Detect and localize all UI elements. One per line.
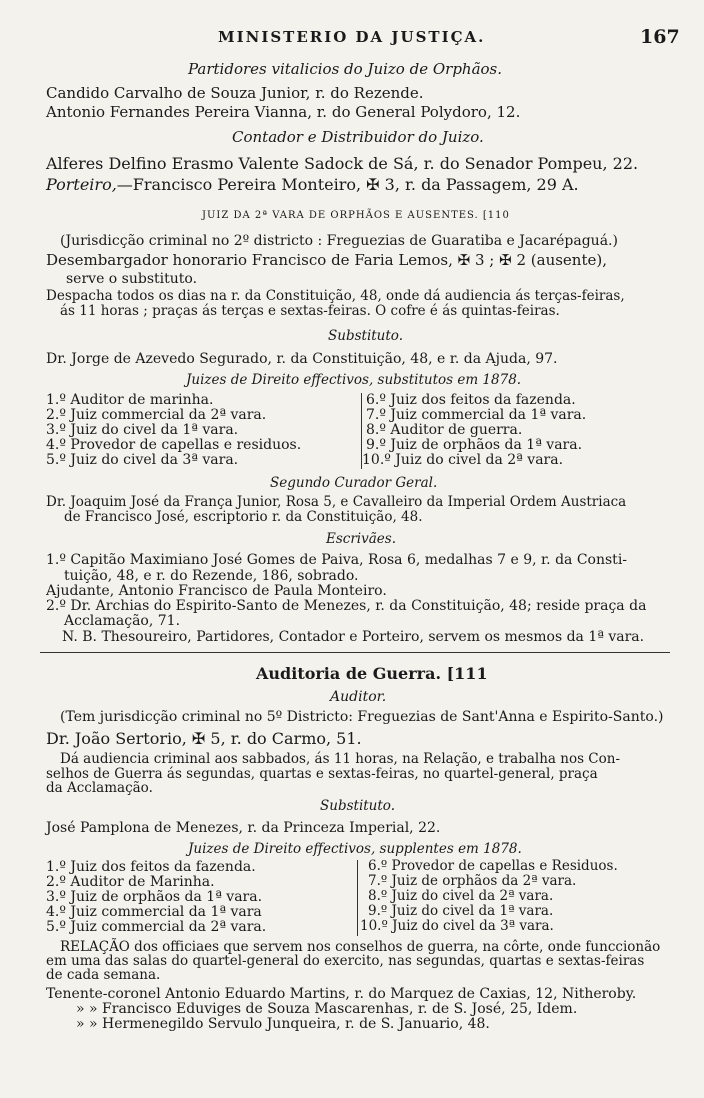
text-line: 2.º Dr. Archias do Espirito-Santo de Menezes, r. da Constituição, 48; reside praça da xyxy=(46,598,647,614)
section-heading-partidores: Partidores vitalicios do Juizo de Orphãos. xyxy=(188,60,503,78)
heading-substituto: Substituto. xyxy=(320,798,395,814)
text-line: 1.º Capitão Maximiano José Gomes de Paiva, Rosa 6, medalhas 7 e 9, r. da Consti- xyxy=(46,552,628,568)
text-line: Despacha todos os dias na r. da Constituição, 48, onde dá audiencia ás terças-feiras, xyxy=(46,288,625,304)
section-divider xyxy=(40,652,670,653)
list-item: 3.º Juiz do civel da 1ª vara. xyxy=(46,422,239,438)
heading-curador: Segundo Curador Geral. xyxy=(270,475,438,491)
porteiro-line xyxy=(46,177,579,193)
heading-escrivaes: Escrivães. xyxy=(326,531,396,547)
text-line: Dr. Joaquim José da França Junior, Rosa 5, e Cavalleiro da Imperial Ordem Austriaca xyxy=(46,494,627,510)
list-item: 1.º Juiz dos feitos da fazenda. xyxy=(46,859,256,875)
list-item: 7.º Juiz de orphãos da 2ª vara. xyxy=(368,873,577,889)
list-item: 9.º Juiz de orphãos da 1ª vara. xyxy=(366,437,583,453)
text-line: Dr. Jorge de Azevedo Segurado, r. da Constituição, 48, e r. da Ajuda, 97. xyxy=(46,351,558,367)
section-heading-contador: Contador e Distribuidor do Juizo. xyxy=(232,128,484,146)
text-line: RELAÇÃO dos officiaes que servem nos conselhos de guerra, na côrte, onde funccionão xyxy=(60,939,661,955)
list-item: 4.º Provedor de capellas e residuos. xyxy=(46,437,302,453)
porteiro-label: Porteiro, xyxy=(46,175,117,194)
text-line: tuição, 48, e r. do Rezende, 186, sobrado. xyxy=(64,568,359,584)
text-line: Acclamação, 71. xyxy=(64,613,181,629)
list-item: 6.º Provedor de capellas e Residuos. xyxy=(368,858,618,874)
page-number: 167 xyxy=(640,26,680,48)
text-line: Antonio Fernandes Pereira Vianna, r. do General Polydoro, 12. xyxy=(46,103,521,121)
heading-substituto: Substituto. xyxy=(328,328,403,344)
text-line: Ajudante, Antonio Francisco de Paula Monteiro. xyxy=(46,583,387,599)
text-line: em uma das salas do quartel-general do exercito, nas segundas, quartas e sextas-feiras xyxy=(46,953,645,969)
list-item: 3.º Juiz de orphãos da 1ª vara. xyxy=(46,889,263,905)
list-item: 7.º Juiz commercial da 1ª vara. xyxy=(366,407,587,423)
text-line: Alferes Delfino Erasmo Valente Sadock de Sá, r. do Senador Pompeu, 22. xyxy=(46,154,639,173)
list-item: 2.º Auditor de Marinha. xyxy=(46,874,215,890)
list-item: 1.º Auditor de marinha. xyxy=(46,392,214,408)
jurisdiction-text: (Jurisdicção criminal no 2º districto : Freguezias de Guaratiba e Jacarépaguá.) xyxy=(60,233,618,249)
text-line: ás 11 horas ; praças ás terças e sextas-feiras. O cofre é ás quintas-feiras. xyxy=(60,303,560,319)
list-item: 8.º Juiz do civel da 2ª vara. xyxy=(368,888,554,904)
auditor-line: Dr. João Sertorio, ✠ 5, r. do Carmo, 51. xyxy=(46,729,362,748)
text-line: da Acclamação. xyxy=(46,780,153,796)
judge-line: Desembargador honorario Francisco de Faria Lemos, ✠ 3 ; ✠ 2 (ausente), xyxy=(46,251,607,269)
list-item: 8.º Auditor de guerra. xyxy=(366,422,523,438)
text-line: Dá audiencia criminal aos sabbados, ás 11 horas, na Relação, e trabalha nos Con- xyxy=(60,751,621,767)
officer-line: Tenente-coronel Antonio Eduardo Martins, r. do Marquez de Caxias, 12, Nitheroby. xyxy=(46,986,637,1002)
list-item: 4.º Juiz commercial da 1ª vara xyxy=(46,904,262,920)
column-divider xyxy=(357,860,358,936)
officer-line: » » Francisco Eduviges de Souza Mascarenhas, r. de S. José, 25, Idem. xyxy=(76,1001,578,1017)
list-item: 6.º Juiz dos feitos da fazenda. xyxy=(366,392,576,408)
list-item: 10.º Juiz do civel da 3ª vara. xyxy=(360,918,554,934)
list-item: 10.º Juiz do civel da 2ª vara. xyxy=(362,452,564,468)
heading-juizes: Juizes de Direito effectivos, substitutos em 1878. xyxy=(186,372,522,388)
text-line: de Francisco José, escriptorio r. da Constituição, 48. xyxy=(64,509,423,525)
text-line: serve o substituto. xyxy=(66,271,198,287)
list-item: 9.º Juiz do civel da 1ª vara. xyxy=(368,903,554,919)
list-item: 5.º Juiz commercial da 2ª vara. xyxy=(46,919,267,935)
heading-auditor: Auditor. xyxy=(330,689,387,705)
heading-juizes: Juizes de Direito effectivos, supplentes em 1878. xyxy=(188,841,522,857)
officer-line: » » Hermenegildo Servulo Junqueira, r. de S. Januario, 48. xyxy=(76,1016,490,1032)
section-heading-vara2: JUIZ DA 2ª VARA DE ORPHÃOS E AUSENTES. [110 xyxy=(202,210,510,221)
nb-line: N. B. Thesoureiro, Partidores, Contador e Porteiro, servem os mesmos da 1ª vara. xyxy=(62,629,645,645)
jurisdiction-text: (Tem jurisdicção criminal no 5º Districto: Freguezias de Sant'Anna e Espirito-Santo.) xyxy=(60,709,664,725)
section-heading-auditoria: Auditoria de Guerra. [111 xyxy=(256,664,488,683)
list-item: 2.º Juiz commercial da 2ª vara. xyxy=(46,407,267,423)
page-header-title: MINISTERIO DA JUSTIÇA. xyxy=(218,28,486,46)
text-line: de cada semana. xyxy=(46,967,161,983)
text-line: selhos de Guerra ás segundas, quartas e sextas-feiras, no quartel-general, praça xyxy=(46,766,598,782)
list-item: 5.º Juiz do civel da 3ª vara. xyxy=(46,452,239,468)
porteiro-text: —Francisco Pereira Monteiro, ✠ 3, r. da Passagem, 29 A. xyxy=(116,175,579,194)
text-line: José Pamplona de Menezes, r. da Princeza Imperial, 22. xyxy=(46,820,441,836)
text-line: Candido Carvalho de Souza Junior, r. do Rezende. xyxy=(46,84,424,102)
